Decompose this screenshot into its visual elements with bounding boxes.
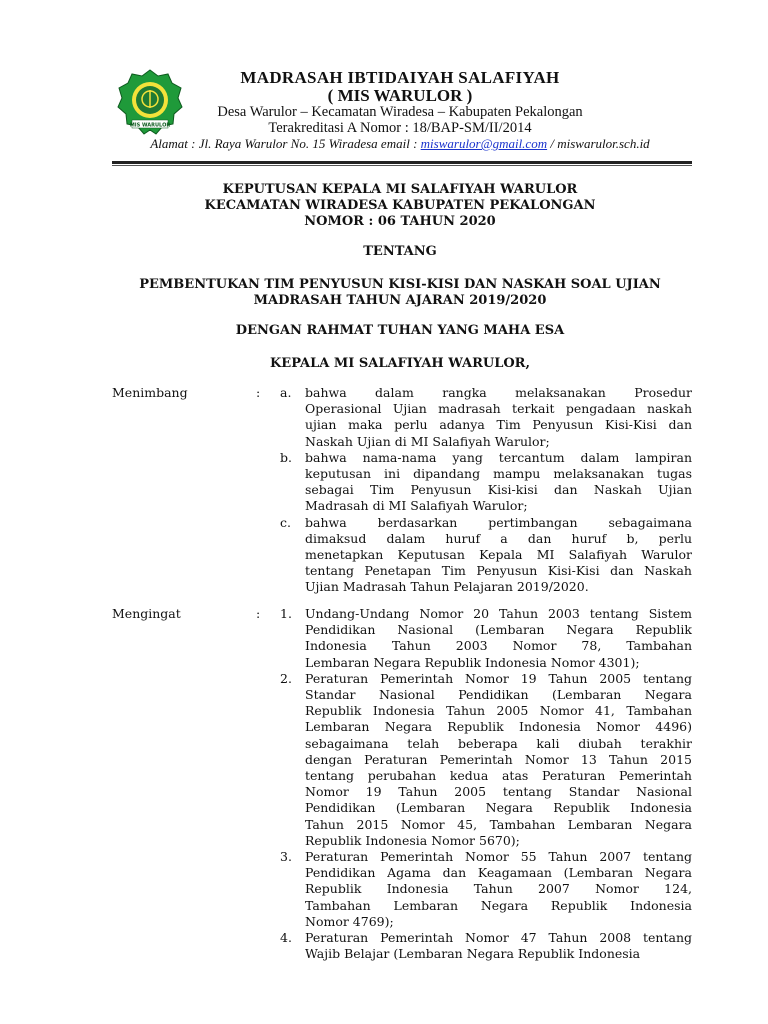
item-text-line: Tahun 2015 Nomor 45, Tambahan Lembaran Negara (305, 816, 692, 832)
item-text-line: bahwa berdasarkan pertimbangan sebagaimana (305, 514, 692, 530)
school-address: Desa Warulor – Kecamatan Wiradesa – Kabupaten Pekalongan (217, 104, 583, 120)
item-text-line: Madrasah di MI Salafiyah Warulor; (305, 498, 528, 514)
item-text-line: Pendidikan (Lembaran Negara Republik Indonesia (305, 800, 692, 816)
item-text-line: Standar Nasional Pendidikan (Lembaran Negara (305, 687, 692, 703)
item-text-line: ujian maka perlu adanya Tim Penyusun Kisi-Kisi dan (305, 417, 692, 433)
school-short-name: ( MIS WARULOR ) (327, 86, 473, 105)
item-text-line: Naskah Ujian di MI Salafiyah Warulor; (305, 433, 550, 449)
mengingat-list (270, 606, 692, 962)
item-text-line: bahwa nama-nama yang tercantum dalam lampiran (305, 449, 692, 465)
item-marker: b. (280, 449, 292, 465)
menimbang-list (270, 385, 692, 596)
header-rule-thin (112, 165, 692, 166)
header-rule (112, 161, 692, 164)
mengingat-colon: : (256, 606, 261, 621)
item-text-line: Tambahan Lembaran Negara Republik Indonesia (305, 897, 692, 913)
item-text-line: Pendidikan Nasional (Lembaran Negara Republik (305, 622, 692, 638)
menimbang-item (270, 450, 692, 515)
kepala-heading: KEPALA MI SALAFIYAH WARULOR, (269, 356, 531, 371)
subject-line: PEMBENTUKAN TIM PENYUSUN KISI-KISI DAN NASKAH SOAL UJIAN (139, 277, 661, 292)
item-marker: c. (280, 514, 291, 530)
item-text-line: Operasional Ujian madrasah terkait pengadaan naskah (305, 401, 692, 417)
menimbang-label: Menimbang (112, 385, 188, 400)
menimbang-item (270, 515, 692, 596)
item-text-line: Pendidikan Agama dan Keagamaan (Lembaran Negara (305, 865, 692, 881)
item-text-line: Lembaran Negara Republik Indonesia Nomor 4301); (305, 654, 640, 670)
item-text-line: Republik Indonesia Tahun 2005 Nomor 41, Tambahan (305, 703, 692, 719)
school-name: MADRASAH IBTIDAIYAH SALAFIYAH (240, 68, 560, 87)
item-text-line: menetapkan Keputusan Kepala MI Salafiyah Warulor (305, 547, 692, 563)
item-marker: a. (280, 385, 292, 400)
item-marker: 1. (280, 606, 292, 621)
decree-number: NOMOR : 06 TAHUN 2020 (304, 214, 496, 229)
item-text-line: Peraturan Pemerintah Nomor 19 Tahun 2005 tentang (305, 670, 692, 686)
item-text-line: Wajib Belajar (Lembaran Negara Republik Indonesia (305, 946, 641, 962)
item-text-line: dengan Peraturan Pemerintah Nomor 13 Tahun 2015 (305, 751, 692, 767)
item-text-line: Lembaran Negara Republik Indonesia Nomor 4496) (305, 719, 692, 735)
item-text-line: dimaksud dalam huruf a dan huruf b, perlu (305, 530, 692, 546)
item-text-line: Peraturan Pemerintah Nomor 55 Tahun 2007 tentang (305, 849, 692, 865)
mengingat-item (270, 671, 692, 849)
accreditation: Terakreditasi A Nomor : 18/BAP-SM/II/2014 (268, 120, 532, 136)
item-text-line: bahwa dalam rangka melaksanakan Prosedur (305, 385, 692, 400)
item-text-line: keputusan ini dipandang mampu melaksanakan tugas (305, 466, 692, 482)
menimbang-item (270, 385, 692, 450)
menimbang-colon: : (256, 385, 261, 400)
item-text-line: tentang perubahan kedua atas Peraturan Pemerintah (305, 768, 692, 784)
item-marker: 3. (280, 849, 292, 865)
item-text-line: Nomor 4769); (305, 913, 394, 929)
tentang-heading: TENTANG (363, 244, 437, 259)
alamat-text: Alamat : Jl. Raya Warulor No. 15 Wiradesa email : (150, 136, 421, 151)
item-text-line: Nomor 19 Tahun 2005 tentang Standar Nasional (305, 784, 692, 800)
mengingat-item (270, 930, 692, 962)
mengingat-item (270, 849, 692, 930)
subject-line: MADRASAH TAHUN AJARAN 2019/2020 (253, 293, 547, 308)
item-text-line: Ujian Madrasah Tahun Pelajaran 2019/2020. (305, 579, 589, 595)
item-text-line: Republik Indonesia Tahun 2007 Nomor 124, (305, 881, 692, 897)
item-text-line: Indonesia Tahun 2003 Nomor 78, Tambahan (305, 638, 692, 654)
item-text-line: Republik Indonesia Nomor 5670); (305, 832, 520, 848)
website-text: / miswarulor.sch.id (547, 136, 650, 151)
item-marker: 2. (280, 670, 292, 686)
item-text-line: Peraturan Pemerintah Nomor 47 Tahun 2008 tentang (305, 930, 692, 946)
decree-subject (100, 277, 700, 309)
rahmat-heading: DENGAN RAHMAT TUHAN YANG MAHA ESA (235, 323, 565, 338)
decree-title-line: KECAMATAN WIRADESA KABUPATEN PEKALONGAN (204, 198, 596, 213)
mengingat-label: Mengingat (112, 606, 181, 621)
contact-line (100, 136, 700, 152)
decree-title (100, 182, 700, 230)
svg-text:MIS WARULOR: MIS WARULOR (129, 122, 171, 129)
item-text-line: sebagaimana telah beberapa kali diubah terakhir (305, 735, 692, 751)
item-text-line: tentang Penetapan Tim Penyusun Kisi-Kisi dan Naskah (305, 563, 692, 579)
item-marker: 4. (280, 930, 292, 946)
item-text-line: Undang-Undang Nomor 20 Tahun 2003 tentang Sistem (305, 606, 692, 621)
email-link[interactable]: miswarulor@gmail.com (420, 136, 548, 151)
mengingat-item (270, 606, 692, 671)
decree-title-line: KEPUTUSAN KEPALA MI SALAFIYAH WARULOR (222, 182, 578, 197)
item-text-line: sebagai Tim Penyusun Kisi-kisi dan Naskah Ujian (305, 482, 692, 498)
